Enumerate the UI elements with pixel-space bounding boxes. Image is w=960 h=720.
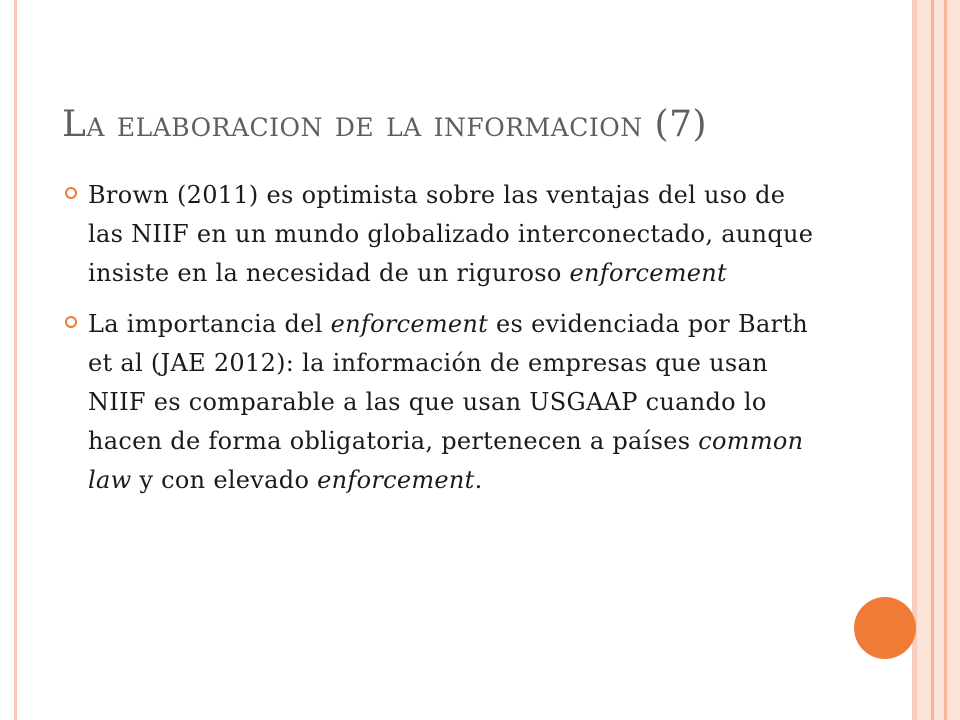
decorative-circle (854, 597, 916, 659)
left-border-line (14, 0, 17, 720)
bullet-text (88, 305, 828, 500)
slide-title: La elaboracion de la informacion (7) (62, 104, 708, 145)
text-run: . (474, 466, 483, 494)
text-run: La importancia del (88, 310, 331, 338)
right-stripe (934, 0, 944, 720)
text-run-italic: common law (88, 427, 804, 494)
text-run-italic: enforcement (330, 310, 489, 338)
bullet-item (58, 176, 828, 293)
bullet-ring-icon (64, 315, 78, 329)
text-run-italic: enforcement (569, 259, 727, 287)
right-stripe (917, 0, 931, 720)
bullet-text (88, 176, 828, 293)
text-run-italic: enforcement (317, 466, 475, 494)
text-run: Brown (2011) es optimista sobre las ventajas del uso de las NIIF en un mundo globalizado interconectado, aunque insiste en la necesidad de un riguroso (88, 181, 814, 287)
bullet-ring-icon (64, 186, 78, 200)
text-run: es evidenciada por Barth et al (JAE 2012): la información de empresas que usan NIIF es comparable a las que usan USGAAP cuando lo hacen de forma obligatoria, pertenecen a países (88, 310, 809, 455)
right-stripe (947, 0, 960, 720)
bullet-item (58, 305, 828, 500)
text-run: y con elevado (131, 466, 318, 494)
bullet-list (58, 176, 828, 512)
